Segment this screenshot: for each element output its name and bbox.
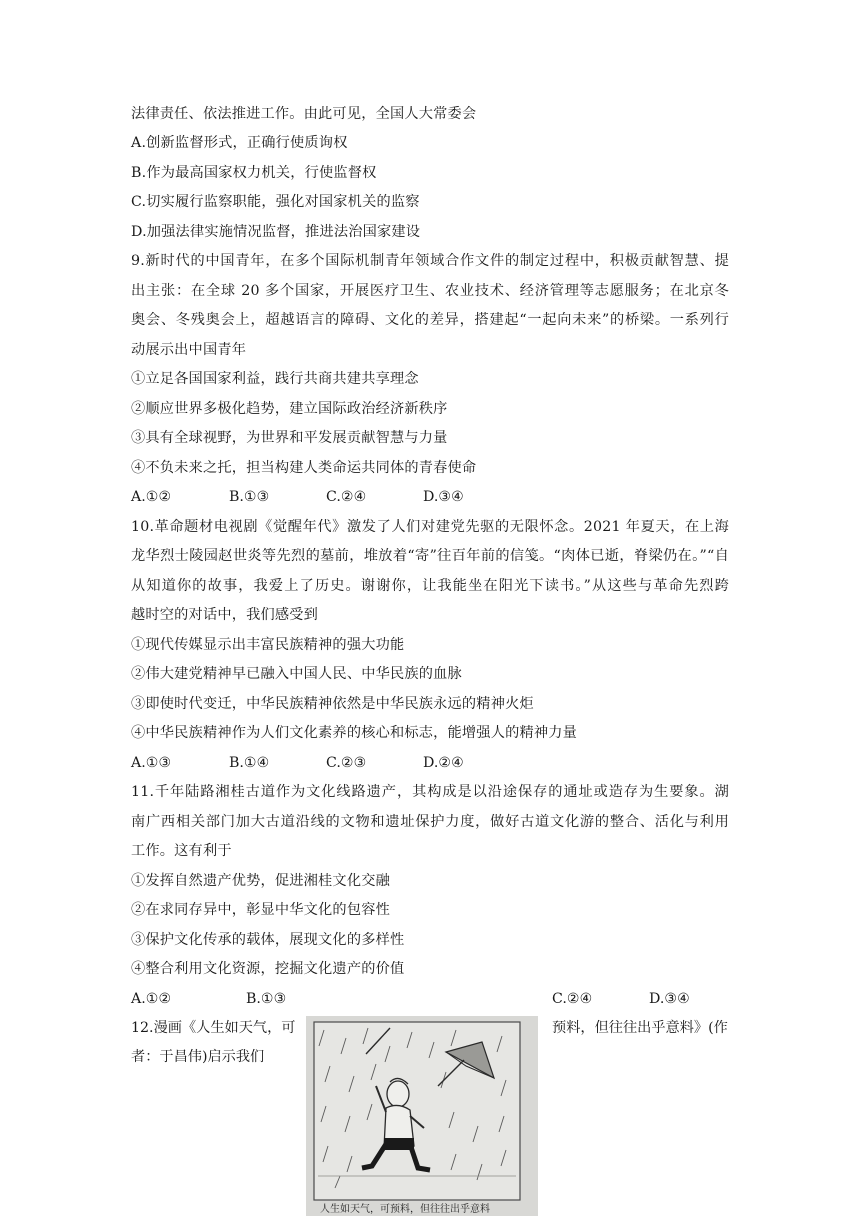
q10-item: ②伟大建党精神早已融入中国人民、中华民族的血脉 [131, 666, 462, 682]
q12-stem-left-2: 者：于昌伟)启示我们 [131, 1049, 265, 1065]
q9-choice-c: C.②④ [326, 489, 367, 505]
q11-item: ①发挥自然遗产优势，促进湘桂文化交融 [131, 873, 390, 889]
q12-stem-left: 12.漫画《人生如天气，可 [131, 1020, 296, 1036]
q11-choice-a: A.①② [131, 991, 172, 1007]
q8-option-b: B.作为最高国家权力机关，行使监督权 [131, 165, 377, 181]
q9-stem-line: 9.新时代的中国青年，在多个国际机制青年领域合作文件的制定过程中，积极贡献智慧、提 [131, 253, 729, 269]
q11-stem-line: 11.千年陆路湘桂古道作为文化线路遗产，其构成是以沿途保存的通址或造存为生要象。湖 [131, 784, 729, 800]
q11-stem-line: 工作。这有利于 [131, 843, 232, 859]
q9-item: ①立足各国国家利益，践行共商共建共享理念 [131, 371, 419, 387]
cartoon-image [306, 1016, 538, 1216]
q9-choice-b: B.①③ [229, 489, 270, 505]
q8-option-a: A.创新监督形式，正确行使质询权 [131, 135, 348, 151]
q10-stem-line: 越时空的对话中，我们感受到 [131, 607, 319, 623]
q10-stem-line: 龙华烈士陵园赵世炎等先烈的墓前，堆放着“寄”往百年前的信笺。“肉体已逝，脊梁仍在。”“自 [131, 548, 729, 564]
q11-choice-d: D.③④ [649, 991, 690, 1007]
q9-item: ②顺应世界多极化趋势，建立国际政治经济新秩序 [131, 401, 448, 417]
q11-item: ③保护文化传承的载体，展现文化的多样性 [131, 932, 405, 948]
q10-item: ③即使时代变迁，中华民族精神依然是中华民族永远的精神火炬 [131, 696, 534, 712]
q10-choice-a: A.①③ [131, 755, 172, 771]
cartoon-caption: 人生如天气，可预料，但往往出乎意料 [320, 1204, 490, 1215]
q10-stem-line: 10.革命题材电视剧《觉醒年代》激发了人们对建党先驱的无限怀念。2021 年夏天，在上海 [131, 519, 729, 535]
q11-stem-line: 南广西相关部门加大古道沿线的文物和遗址保护力度，做好古道文化游的整合、活化与利用 [131, 814, 729, 830]
q9-choice-d: D.③④ [423, 489, 464, 505]
q10-item: ①现代传媒显示出丰富民族精神的强大功能 [131, 637, 405, 653]
q12-stem-right: 预料，但往往出乎意料》(作 [552, 1020, 728, 1036]
q9-stem-line: 动展示出中国青年 [131, 342, 247, 358]
q8-stem-continuation: 法律责任、依法推进工作。由此可见，全国人大常委会 [131, 106, 477, 122]
q8-option-c: C.切实履行监察职能，强化对国家机关的监察 [131, 194, 420, 210]
q9-stem-line: 奥会、冬残奥会上，超越语言的障碍、文化的差异，搭建起“一起向未来”的桥梁。一系列行 [131, 312, 729, 328]
cartoon-drawing [306, 1016, 538, 1216]
q10-item: ④中华民族精神作为人们文化素养的核心和标志，能增强人的精神力量 [131, 725, 578, 741]
q10-stem-line: 从知道你的故事，我爱上了历史。谢谢你，让我能坐在阳光下读书。”从这些与革命先烈跨 [131, 578, 729, 594]
q10-choice-d: D.②④ [423, 755, 464, 771]
q11-item: ②在求同存异中，彰显中华文化的包容性 [131, 902, 390, 918]
q9-item: ③具有全球视野，为世界和平发展贡献智慧与力量 [131, 430, 448, 446]
q10-choice-c: C.②③ [326, 755, 367, 771]
q9-choice-a: A.①② [131, 489, 172, 505]
q11-item: ④整合利用文化资源，挖掘文化遗产的价值 [131, 961, 405, 977]
q8-option-d: D.加强法律实施情况监督，推进法治国家建设 [131, 224, 421, 240]
q9-stem-line: 出主张：在全球 20 多个国家，开展医疗卫生、农业技术、经济管理等志愿服务；在北京冬 [131, 283, 729, 299]
q11-choice-c: C.②④ [552, 991, 593, 1007]
q11-choice-b: B.①③ [246, 991, 287, 1007]
q9-item: ④不负未来之托，担当构建人类命运共同体的青春使命 [131, 460, 477, 476]
q10-choice-b: B.①④ [229, 755, 270, 771]
